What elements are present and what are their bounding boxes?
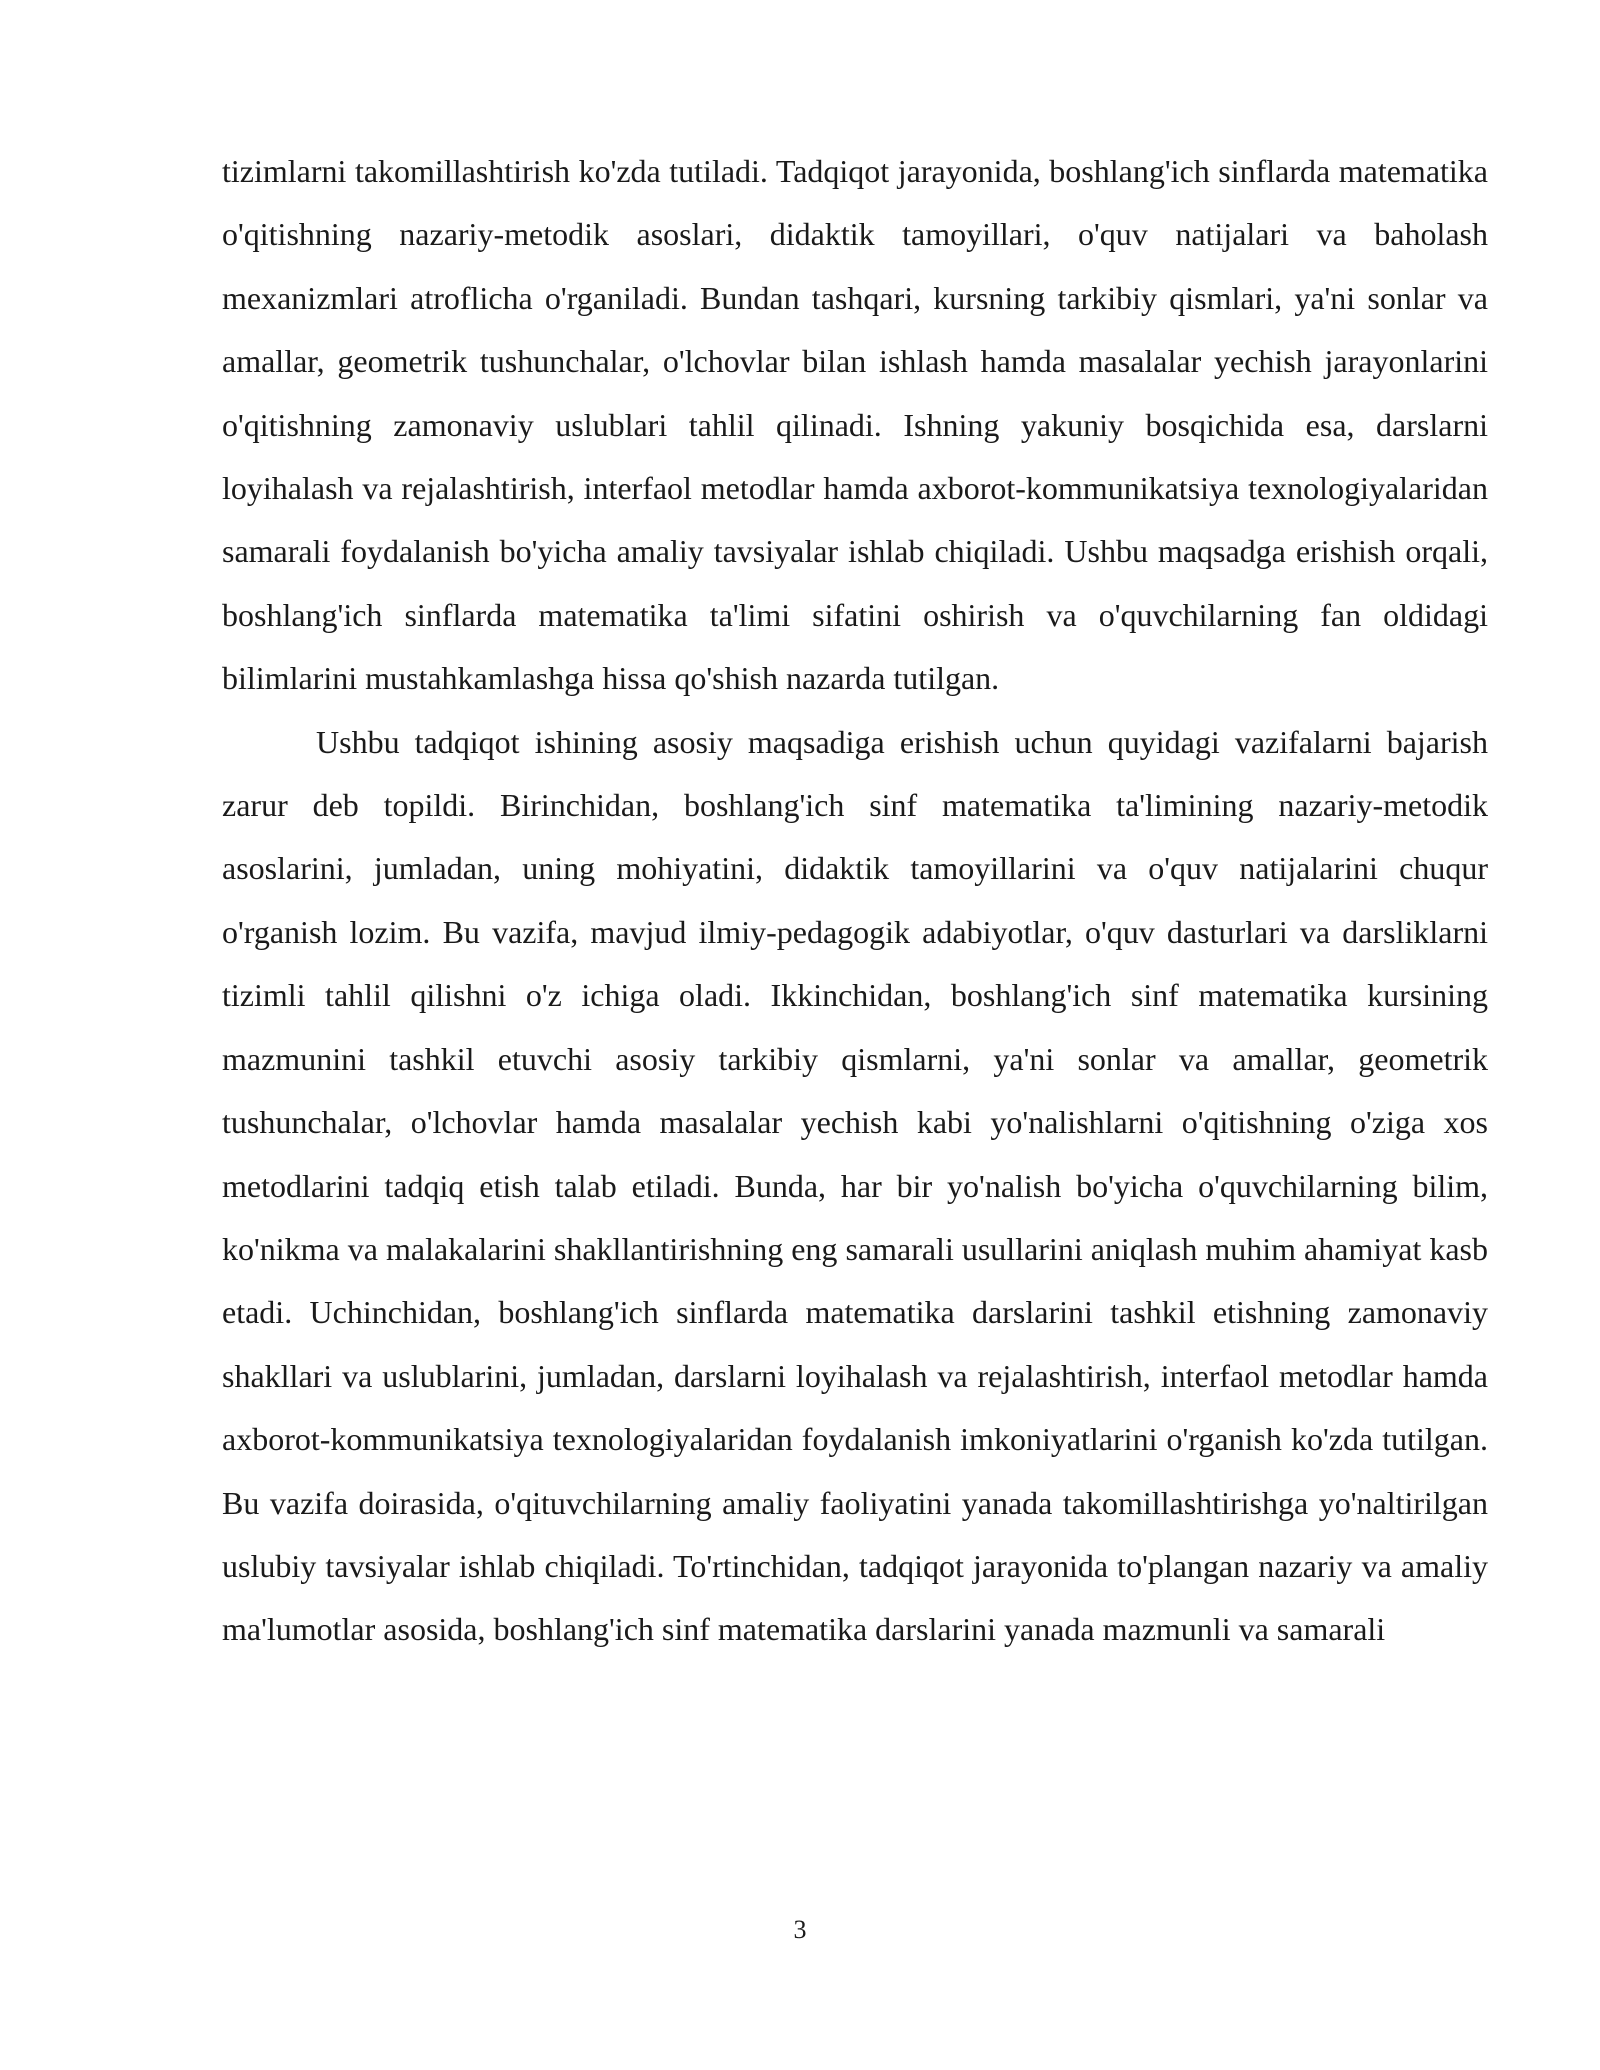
paragraph-tasks: Ushbu tadqiqot ishining asosiy maqsadiga erishish uchun quyidagi vazifalarni bajarish zarur deb topildi. Birinchidan, boshlang'ich sinf matematika ta'limining nazariy-metodik asoslarini, jumladan, uning mohiyatini, didaktik tamoyillarini va o'quv natijalarini chuqur o'rganish lozim. Bu vazifa, mavjud ilmiy-pedagogik adabiyotlar, o'quv dasturlari va darsliklarni tizimli tahlil qilishni o'z ichiga oladi. Ikkinchidan, boshlang'ich sinf matematika kursining mazmunini tashkil etuvchi asosiy tarkibiy qismlarni, ya'ni sonlar va amallar, geometrik tushunchalar, o'lchovlar hamda masalalar yechish kabi yo'nalishlarni o'qitishning o'ziga xos metodlarini tadqiq etish talab etiladi. Bunda, har bir yo'nalish bo'yicha o'quvchilarning bilim, ko'nikma va malakalarini shakllantirishning eng samarali usullarini aniqlash muhim ahamiyat kasb etadi. Uchinchidan, boshlang'ich sinflarda matematika darslarini tashkil etishning zamonaviy shakllari va uslublarini, jumladan, darslarni loyihalash va rejalashtirish, interfaol metodlar hamda axborot-kommunikatsiya texnologiyalaridan foydalanish imkoniyatlarini o'rganish ko'zda tutilgan. Bu vazifa doirasida, o'qituvchilarning amaliy faoliyatini yanada takomillashtirishga yo'naltirilgan uslubiy tavsiyalar ishlab chiqiladi. To'rtinchidan, tadqiqot jarayonida to'plangan nazariy va amaliy ma'lumotlar asosida, boshlang'ich sinf matematika darslarini yanada mazmunli va samarali — [222, 723, 1488, 1648]
body-text — [222, 140, 1488, 1662]
paragraph-continuation: tizimlarni takomillashtirish ko'zda tutiladi. Tadqiqot jarayonida, boshlang'ich sinflarda matematika o'qitishning nazariy-metodik asoslari, didaktik tamoyillari, o'quv natijalari va baholash mexanizmlari atroflicha o'rganiladi. Bundan tashqari, kursning tarkibiy qismlari, ya'ni sonlar va amallar, geometrik tushunchalar, o'lchovlar bilan ishlash hamda masalalar yechish jarayonlarini o'qitishning zamonaviy uslublari tahlil qilinadi. Ishning yakuniy bosqichida esa, darslarni loyihalash va rejalashtirish, interfaol metodlar hamda axborot-kommunikatsiya texnologiyalaridan samarali foydalanish bo'yicha amaliy tavsiyalar ishlab chiqiladi. Ushbu maqsadga erishish orqali, boshlang'ich sinflarda matematika ta'limi sifatini oshirish va o'quvchilarning fan oldidagi bilimlarini mustahkamlashga hissa qo'shish nazarda tutilgan. — [222, 153, 1488, 697]
page-number: 3 — [793, 1915, 807, 1944]
